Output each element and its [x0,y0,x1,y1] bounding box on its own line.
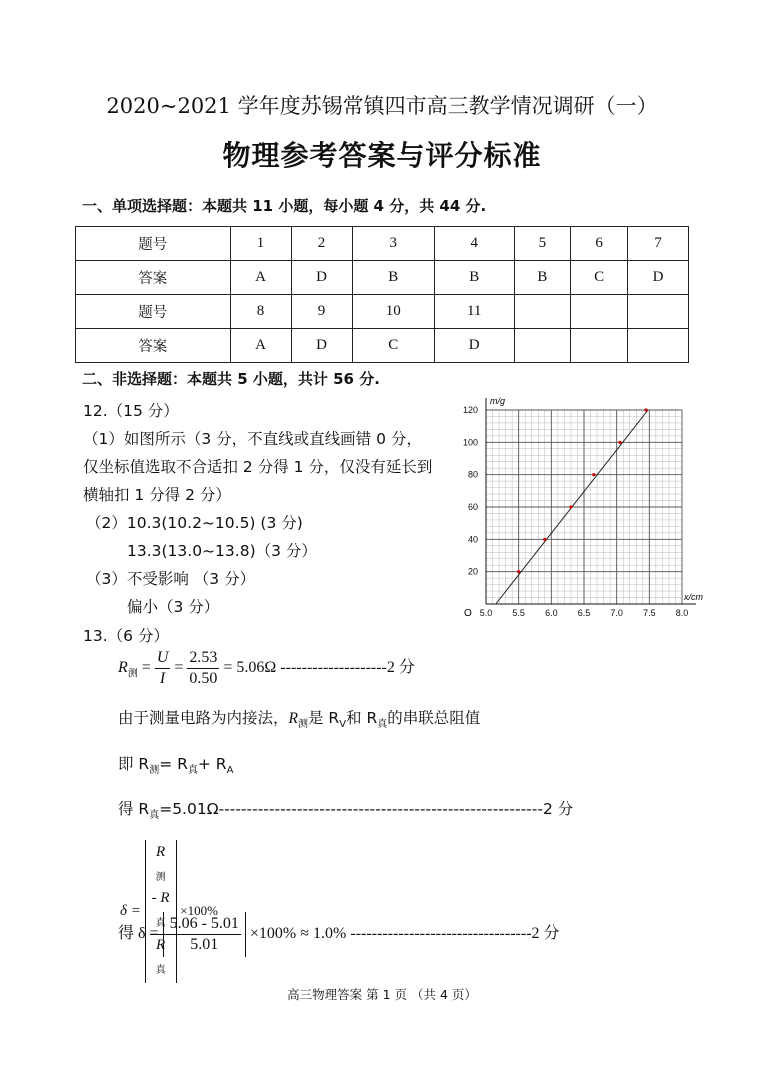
final-result-text: ×100% ≈ 1.0% ----------------------------------2 分 [249,925,560,943]
data-point [644,408,647,411]
table-cell: A [230,261,291,295]
y-tick-label: 20 [467,566,478,577]
q13-explanation [118,706,480,730]
section1-heading: 一、单项选择题：本题共 11 小题，每小题 4 分，共 44 分. [82,197,487,215]
table-cell: 11 [434,295,514,329]
subscript: 真 [377,719,388,731]
x-tick-label: 7.5 [643,608,656,618]
table-cell [571,295,628,329]
table-cell: D [291,329,352,363]
x-tick-label: 5.0 [479,608,493,618]
y-axis-label: m/g [490,396,506,406]
q13-final-result [118,912,560,957]
fraction-numerator: U [155,648,171,669]
section2-heading: 二、非选择题：本题共 5 小题，共计 56 分. [82,370,380,388]
row-label: 答案 [76,329,231,363]
table-cell [627,329,688,363]
result-text: 得 R [118,800,150,818]
answer-table [75,226,689,363]
q12-part3-line2: 偏小（3 分） [127,598,220,616]
fraction-numerator: R $_测$ - R $_真$ [150,842,172,935]
q12-part1-line1: （1）如图所示（3 分，不直线或直线画错 0 分， [83,430,422,448]
table-cell: 10 [352,295,434,329]
data-point [569,505,572,508]
table-cell [627,295,688,329]
fraction-numerator: 5.06 - 5.01 [168,914,241,935]
q12-part1-line3: 横轴扣 1 分得 2 分） [83,486,231,504]
fraction-values [187,648,219,689]
relation-text: + R [197,755,227,773]
page-footer: 高三物理答案 第 1 页 （共 4 页） [287,987,477,1002]
major-grid [486,410,682,604]
equation-result: = 5.06Ω --------------------2 分 [223,659,415,677]
origin-label: O [464,608,472,619]
fraction-denominator: R $_真$ [155,937,166,976]
x-tick-label: 7.0 [610,608,623,618]
q13-equation-1: $R_测$ = $\frac{U}{I}$ = $\frac{2.53}{0.50}$ = 5.06Ω --------------------2 分 [118,649,415,687]
table-cell: B [434,261,514,295]
final-fraction [168,914,241,955]
explanation-text: 是 R [307,709,340,727]
data-point [618,441,621,444]
table-cell: D [434,329,514,363]
table-cell: 2 [291,227,352,261]
table-cell: 5 [514,227,571,261]
q12-part1-line2: 仅坐标值选取不合适扣 2 分得 1 分，仅没有延长到 [83,458,433,476]
row-label: 题号 [76,295,231,329]
table-row [76,329,689,363]
table-cell: D [291,261,352,295]
relation-text: 即 R [118,755,150,773]
document-title: 物理参考答案与评分标准 [222,139,542,172]
delta-symbol: δ = [120,902,141,919]
q13-title: 13.（6 分） [83,627,169,645]
table-cell: 7 [627,227,688,261]
table-row [76,227,689,261]
y-tick-label: 120 [462,405,478,415]
x-tick-label: 5.5 [512,608,525,618]
fraction-denominator: I [159,670,166,687]
q13-result-r [118,797,573,821]
table-row [76,261,689,295]
explanation-text: 和 R [346,709,378,727]
x-tick-label: 6.5 [577,608,591,618]
table-cell: 9 [291,295,352,329]
table-cell [514,295,571,329]
data-point [592,473,595,476]
subscript: V [339,719,347,731]
final-prefix: 得 δ = [118,925,159,943]
absolute-value [163,912,246,957]
fraction-denominator: 5.01 [190,936,219,953]
table-cell: 1 [230,227,291,261]
tick-labels [463,405,688,618]
x-axis-label: x/cm [684,592,703,602]
table-cell: 4 [434,227,514,261]
q12-part2-line1: （2）10.3(10.2~10.5) (3 分) [86,514,303,532]
table-cell: A [230,329,291,363]
fraction-u-over-i [155,648,171,689]
resistance-symbol: R [118,659,128,677]
table-cell: C [352,329,434,363]
explanation-text: 的串联总阻值 [387,709,481,727]
y-tick-label: 60 [467,502,478,512]
row-label: 答案 [76,261,231,295]
q12-title: 12.（15 分） [83,402,179,420]
exam-title: 2020~2021 学年度苏锡常镇四市高三教学情况调研（一） [106,94,658,118]
table-cell: 3 [352,227,434,261]
table-cell: 8 [230,295,291,329]
multiplier: ×100% [180,902,218,918]
result-text: =5.01Ω----------------------------------------------------------2 分 [159,800,574,818]
explanation-text: 由于测量电路为内接法， [118,709,289,727]
relation-text: = R [159,755,188,773]
y-tick-label: 100 [462,437,478,448]
subscript: 测 [149,765,160,777]
table-cell: D [627,261,688,295]
q12-part2-line2: 13.3(13.0~13.8)（3 分） [127,542,317,560]
subscript: 测 [127,668,138,680]
table-cell: 6 [571,227,628,261]
table-cell: C [571,261,628,295]
row-label: 题号 [76,227,231,261]
table-cell: B [514,261,571,295]
chart-axes [486,398,696,604]
table-cell: B [352,261,434,295]
fraction-numerator: 2.53 [187,648,219,669]
x-tick-label: 6.0 [545,608,558,618]
mass-extension-chart [452,392,722,622]
subscript: 真 [187,765,198,777]
q12-part3-line1: （3）不受影响 （3 分） [86,570,256,588]
data-point [517,570,520,573]
x-tick-label: 8.0 [675,608,689,618]
subscript: 真 [149,810,160,822]
data-point [543,538,546,541]
q13-relation [118,752,233,776]
table-cell [571,329,628,363]
fraction-denominator: 0.50 [189,670,218,687]
subscript: A [226,765,234,777]
table-row [76,295,689,329]
y-tick-label: 40 [467,534,478,545]
resistance-symbol: R [288,710,298,727]
y-tick-label: 80 [467,469,478,480]
table-cell [514,329,571,363]
subscript: 测 [297,719,308,731]
